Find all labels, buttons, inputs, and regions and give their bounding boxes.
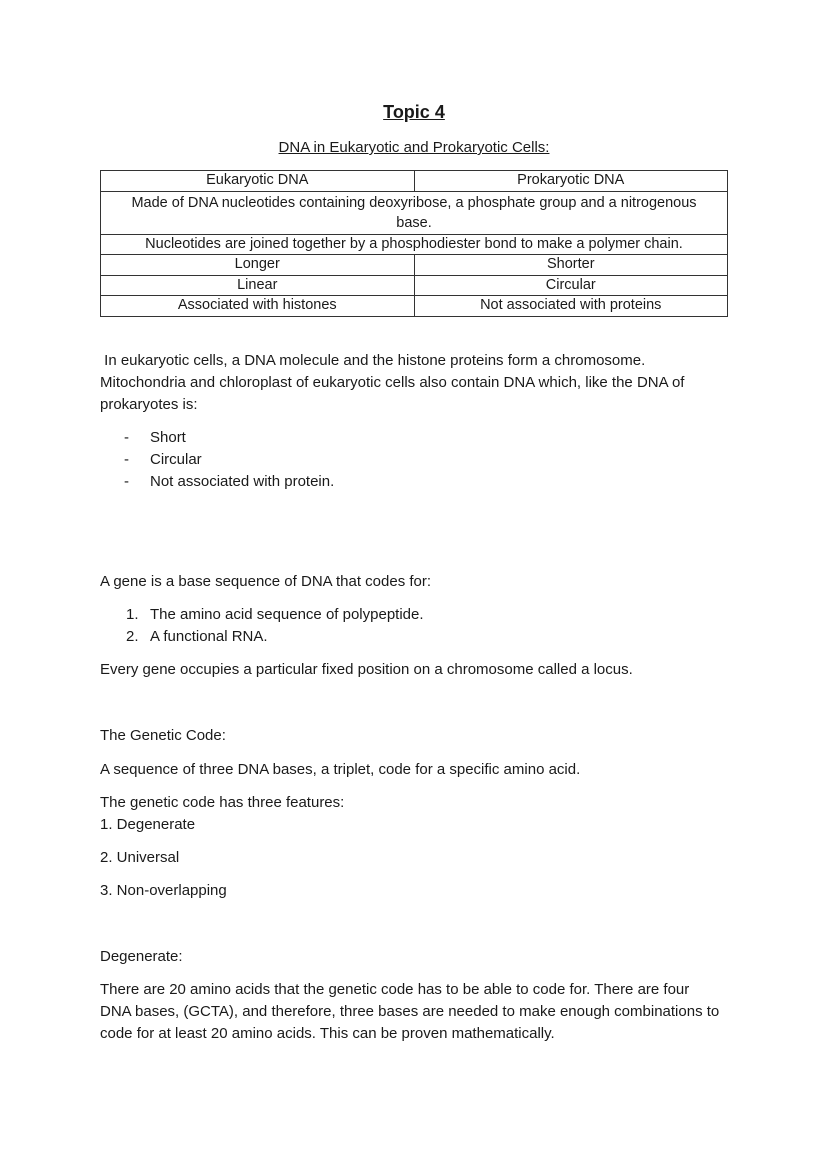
genetic-code-definition: A sequence of three DNA bases, a triplet, code for a specific amino acid. [100,761,581,778]
list-item: Short [150,429,186,446]
table-cell-shared: Made of DNA nucleotides containing deoxyribose, a phosphate group and a nitrogenous base. [101,191,728,234]
features-intro: The genetic code has three features: [100,794,345,811]
list-item: Circular [150,451,202,468]
section-subtitle: DNA in Eukaryotic and Prokaryotic Cells: [278,139,550,156]
degenerate-heading: Degenerate: [100,948,183,965]
degenerate-paragraph-line: DNA bases, (GCTA), and therefore, three bases are needed to make enough combinations to [100,1003,720,1020]
list-number: 1. [126,606,139,623]
locus-paragraph: Every gene occupies a particular fixed position on a chromosome called a locus. [100,661,633,678]
table-cell: Associated with histones [101,296,415,317]
intro-paragraph-line: prokaryotes is: [100,396,198,413]
table-row [101,191,728,234]
dash-bullet: - [124,429,129,446]
page-title: Topic 4 [383,102,445,122]
intro-paragraph-line: Mitochondria and chloroplast of eukaryotic cells also contain DNA which, like the DNA of [100,374,685,391]
table-row [101,234,728,255]
feature-item: 1. Degenerate [100,816,196,833]
table-cell-shared: Nucleotides are joined together by a phosphodiester bond to make a polymer chain. [101,234,728,255]
table-row [101,296,728,317]
list-item: A functional RNA. [150,628,268,645]
genetic-code-heading: The Genetic Code: [100,727,226,744]
table-cell: Not associated with proteins [414,296,728,317]
dash-bullet: - [124,473,129,490]
feature-item: 3. Non-overlapping [100,882,227,899]
table-header-row [101,171,728,192]
gene-intro: A gene is a base sequence of DNA that codes for: [100,573,432,590]
feature-item: 2. Universal [100,849,180,866]
degenerate-paragraph-line: code for at least 20 amino acids. This can be proven mathematically. [100,1025,555,1042]
intro-paragraph-line: In eukaryotic cells, a DNA molecule and the histone proteins form a chromosome. [100,352,646,369]
table-cell: Linear [101,275,415,296]
table-cell: Shorter [414,255,728,276]
list-item: Not associated with protein. [150,473,335,490]
table-cell: Longer [101,255,415,276]
dna-comparison-table [100,170,728,317]
table-cell: Circular [414,275,728,296]
degenerate-paragraph-line: There are 20 amino acids that the genetic code has to be able to code for. There are four [100,981,690,998]
list-item: The amino acid sequence of polypeptide. [150,606,424,623]
list-number: 2. [126,628,139,645]
table-row [101,255,728,276]
table-row [101,275,728,296]
table-header-cell: Eukaryotic DNA [101,171,415,192]
table-header-cell: Prokaryotic DNA [414,171,728,192]
dash-bullet: - [124,451,129,468]
